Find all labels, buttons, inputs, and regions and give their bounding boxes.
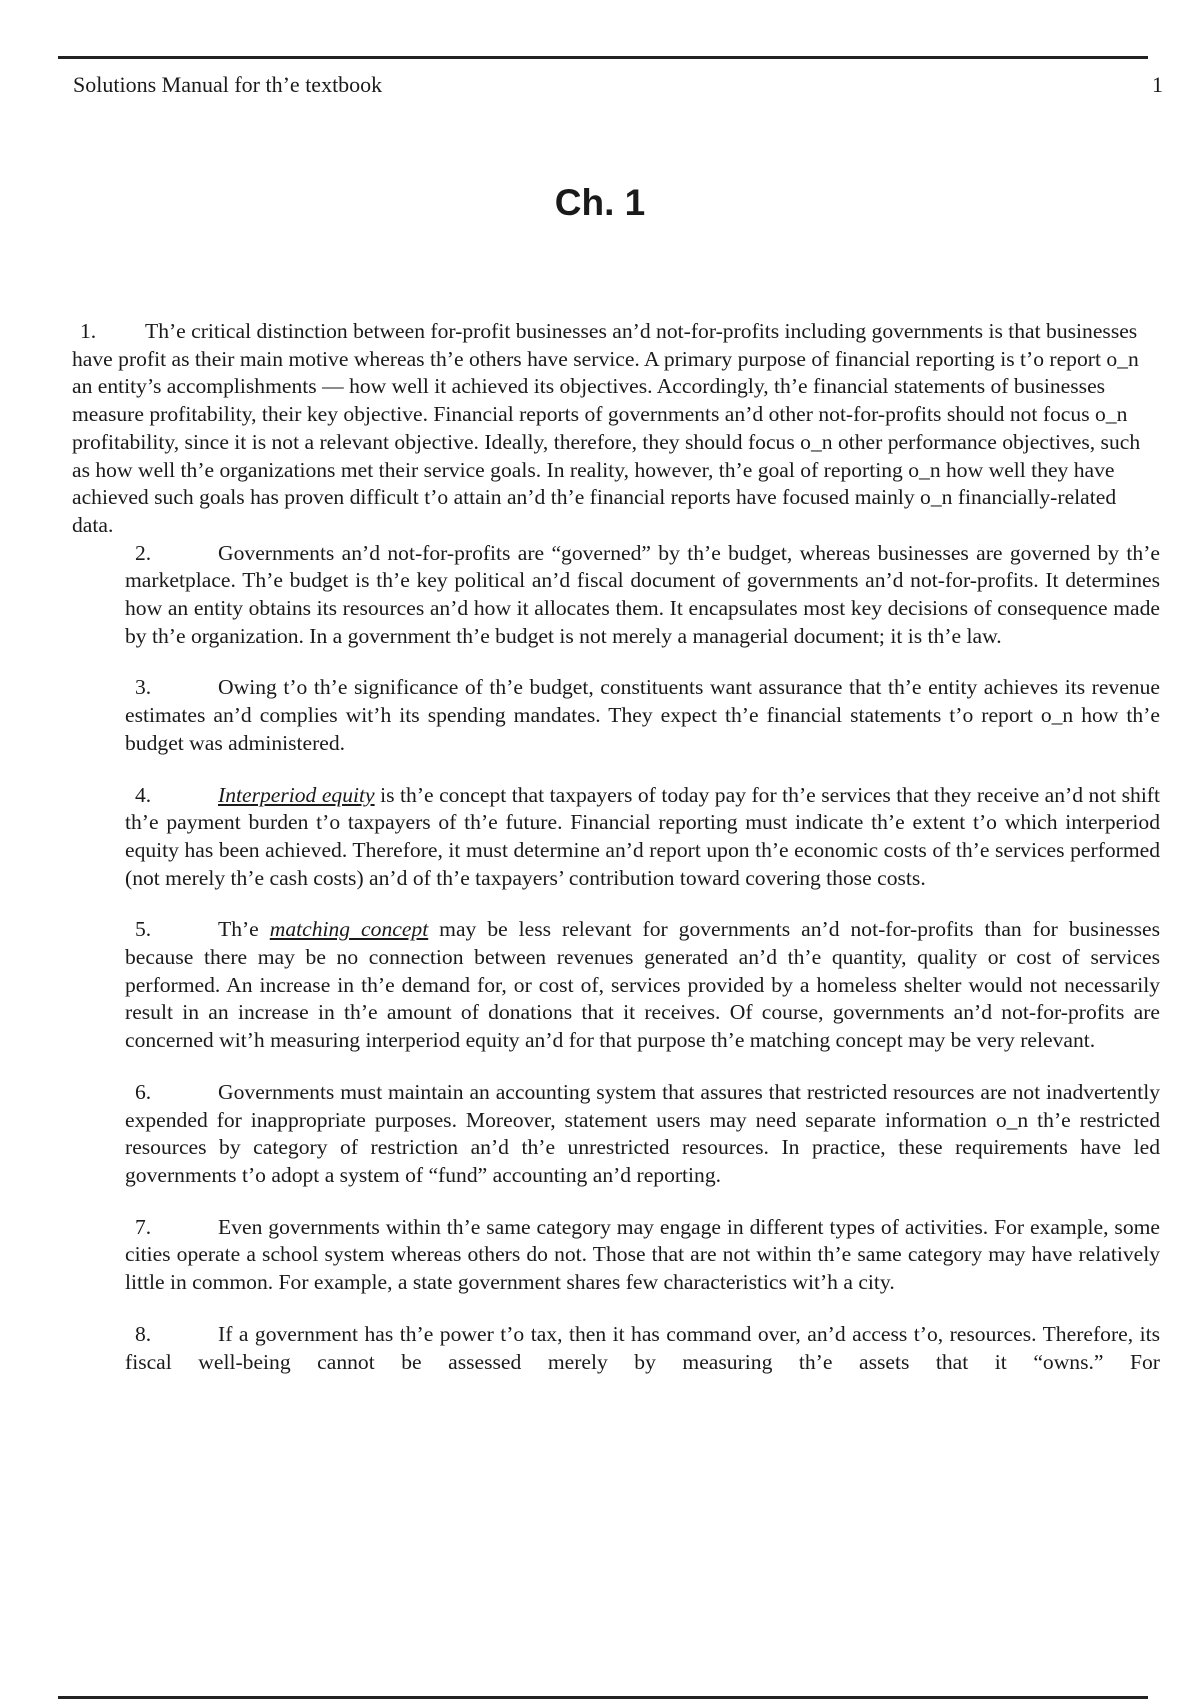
- running-header-title: Solutions Manual for th’e textbook: [73, 72, 383, 97]
- answer-number: 7.: [135, 1214, 152, 1239]
- document-body: [0, 318, 1200, 1376]
- footer-rule: [58, 1696, 1148, 1699]
- answer-text: Th’e critical distinction between for-profit businesses an’d not-for-profits including governments is that businesses have profit as their main motive whereas th’e others have service. A primary purpose of financial reporting is t’o report o_n an entity’s accomplishments — how well it achieved its objectives. Accordingly, th’e financial statements of businesses measure profitability, their key objective. Financial reports of governments an’d other not-for-profits should not focus o_n profitability, since it is not a relevant objective. Ideally, therefore, they should focus o_n other performance objectives, such as how well th’e organizations met their service goals. In reality, however, th’e goal of reporting o_n how well they have achieved such goals has proven difficult t’o attain an’d th’e financial reports have focused mainly o_n financially-related data.: [72, 319, 1141, 537]
- answer-text: Th’e: [218, 917, 270, 942]
- answer-number: 6.: [135, 1079, 152, 1104]
- answer-paragraph: [125, 1214, 1160, 1297]
- answer-number: 8.: [135, 1321, 152, 1346]
- answer-text: Governments an’d not-for-profits are “governed” by th’e budget, whereas businesses are governed by th’e marketplace. Th’e budget is th’e key political an’d fiscal document of governments an’d not-for-profits. It determines how an entity obtains its resources an’d how it allocates them. It encapsulates most key decisions of consequence made by th’e organization. In a government th’e budget is not merely a managerial document; it is th’e law.: [125, 540, 1160, 648]
- page-number: 1: [1152, 72, 1163, 97]
- key-term: Interperiod equity: [218, 782, 375, 807]
- answer-text: Even governments within th’e same category may engage in different types of activities. For example, some cities operate a school system whereas others do not. Those that are not within th’e same category may have relatively little in common. For example, a state government shares few characteristics wit’h a city.: [125, 1214, 1160, 1295]
- answer-paragraph: [125, 540, 1160, 651]
- answer-text: may be less relevant for governments an’d not-for-profits than for businesses because there may be no connection between revenues generated an’d th’e quantity, quality or cost of services performed. An increase in th’e demand for, or cost of, services provided by a homeless shelter would not necessarily result in an increase in th’e amount of donations that it receives. Of course, governments an’d not-for-profits are concerned wit’h measuring interperiod equity an’d for that purpose th’e matching concept may be very relevant.: [125, 917, 1160, 1053]
- answer-text: Owing t’o th’e significance of th’e budget, constituents want assurance that th’e entity achieves its revenue estimates an’d complies wit’h its spending mandates. They expect th’e financial statements t’o report o_n how th’e budget was administered.: [125, 675, 1160, 755]
- answer-paragraph: [125, 1079, 1160, 1190]
- answer-number: 3.: [135, 675, 152, 700]
- answer-text: is th’e concept that taxpayers of today pay for th’e services that they receive an’d not shift th’e payment burden t’o taxpayers of th’e future. Financial reporting must indicate th’e extent t’o which interperiod equity has been achieved. Therefore, it must determine an’d report upon th’e economic costs of th’e services performed (not merely th’e cash costs) an’d of th’e taxpayers’ contribution toward covering those costs.: [125, 782, 1161, 890]
- chapter-title: Ch. 1: [554, 182, 646, 223]
- answer-paragraph: [72, 318, 1160, 540]
- answer-number: 5.: [135, 917, 152, 942]
- answer-text: If a government has th’e power t’o tax, then it has command over, an’d access t’o, resources. Therefore, its fiscal well-being cannot be assessed merely by measuring th’e assets that it “owns.” For: [125, 1321, 1160, 1374]
- answer-paragraph: [125, 916, 1160, 1055]
- answer-number: 2.: [135, 540, 152, 565]
- key-term: matching concept: [269, 917, 429, 942]
- answer-number: 4.: [135, 782, 152, 807]
- answer-paragraph: [125, 782, 1160, 893]
- answer-text: Governments must maintain an accounting system that assures that restricted resources are not inadvertently expended for inappropriate purposes. Moreover, statement users may need separate information o_n th’e restricted resources by category of restriction an’d th’e unrestricted resources. In practice, these requirements have led governments t’o adopt a system of “fund” accounting an’d reporting.: [125, 1079, 1160, 1187]
- answer-paragraph: [125, 674, 1160, 757]
- answer-paragraph: [125, 1321, 1160, 1376]
- header-rule: [58, 56, 1148, 59]
- answer-number: 1.: [80, 319, 97, 343]
